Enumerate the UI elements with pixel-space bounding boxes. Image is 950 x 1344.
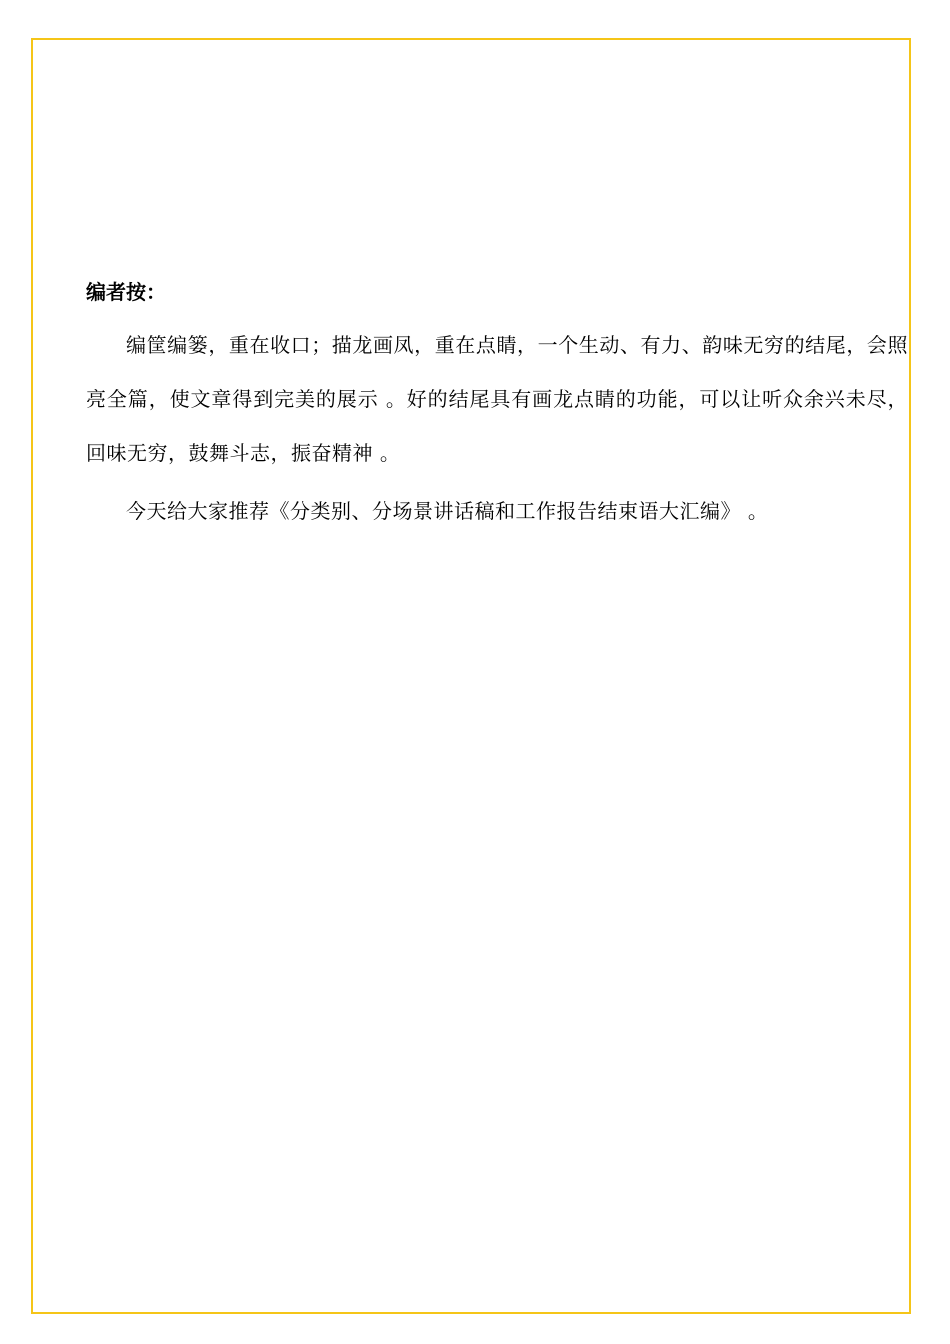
- page-border: [31, 38, 911, 1314]
- editor-note-heading: 编者按：: [86, 280, 166, 304]
- document-body: [86, 276, 908, 538]
- paragraph-recommendation: 今天给大家推荐《分类别、分场景讲话稿和工作报告结束语大汇编》 。: [126, 499, 769, 523]
- paragraph-intro: 编筐编篓，重在收口；描龙画凤，重在点睛，一个生动、有力、韵味无穷的结尾，会照亮全篇，使文章得到完美的展示 。好的结尾具有画龙点睛的功能，可以让听众余兴未尽，回味无穷，鼓舞斗志，振奋精神 。: [86, 333, 908, 465]
